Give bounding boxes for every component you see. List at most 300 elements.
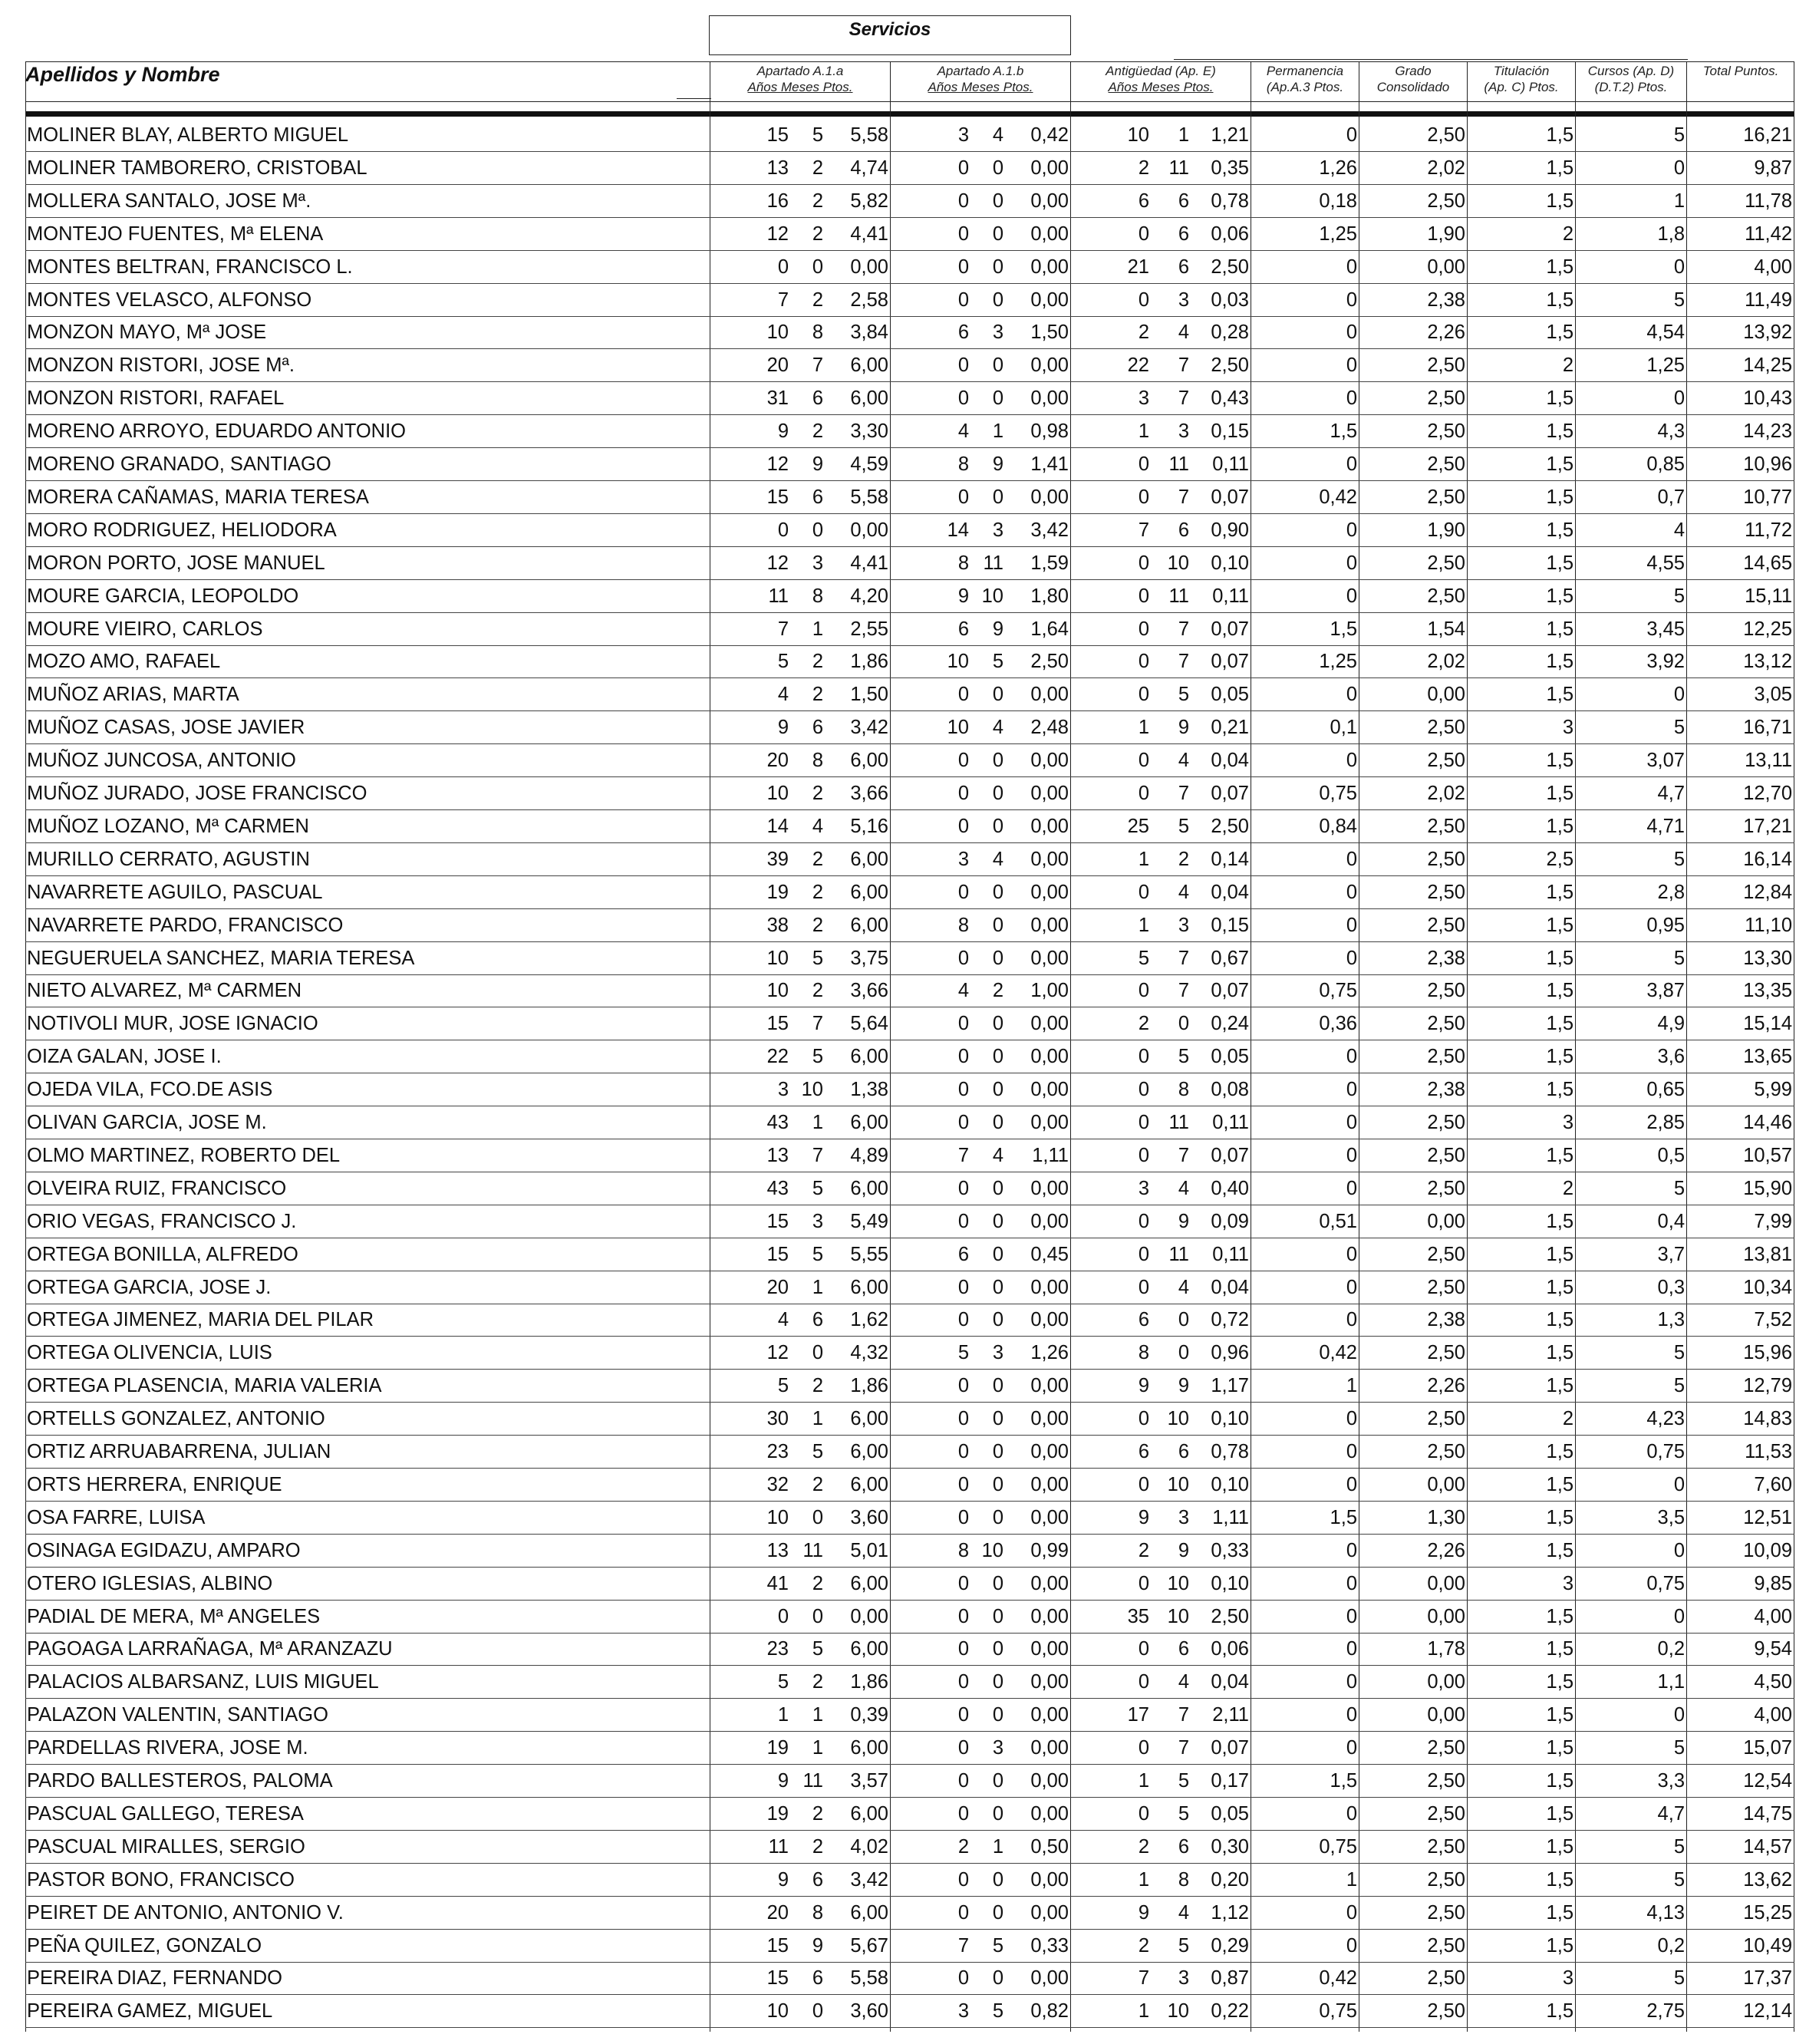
cell-apellidos-nombre: MONZON RISTORI, RAFAEL bbox=[27, 387, 285, 410]
cell-titulacion-ptos: 1,5 bbox=[1546, 618, 1574, 640]
cell-titulacion-ptos: 1,5 bbox=[1546, 1210, 1574, 1232]
cell-a1b-ptos: 0,00 bbox=[1030, 848, 1069, 870]
cell-apellidos-nombre: PALACIOS ALBARSANZ, LUIS MIGUEL bbox=[27, 1671, 379, 1693]
cell-cursos-ptos: 4,71 bbox=[1646, 815, 1685, 837]
cell-cursos-ptos: 3,07 bbox=[1646, 750, 1685, 772]
cell-antiguedad-anos: 0 bbox=[1138, 1408, 1149, 1430]
cell-antiguedad-meses: 9 bbox=[1178, 1210, 1189, 1232]
cell-cursos-ptos: 3,5 bbox=[1657, 1506, 1685, 1528]
cell-a1b-meses: 0 bbox=[992, 947, 1003, 969]
cell-apellidos-nombre: MORO RODRIGUEZ, HELIODORA bbox=[27, 519, 337, 541]
cell-antiguedad-anos: 10 bbox=[1127, 124, 1149, 146]
row-rule bbox=[25, 2027, 1794, 2028]
cell-a1a-anos: 13 bbox=[766, 1144, 789, 1166]
cell-a1a-anos: 15 bbox=[766, 1934, 789, 1957]
cell-a1a-meses: 5 bbox=[812, 1177, 823, 1199]
cell-apellidos-nombre: MORON PORTO, JOSE MANUEL bbox=[27, 552, 325, 574]
cell-antiguedad-meses: 7 bbox=[1178, 354, 1189, 377]
cell-grado-consolidado: 2,38 bbox=[1427, 1309, 1465, 1331]
cell-antiguedad-ptos: 2,50 bbox=[1211, 1605, 1249, 1627]
cell-antiguedad-meses: 4 bbox=[1178, 1901, 1189, 1924]
cell-total-puntos: 14,83 bbox=[1743, 1408, 1792, 1430]
cell-a1a-ptos: 3,66 bbox=[850, 980, 888, 1002]
cell-cursos-ptos: 0,85 bbox=[1646, 453, 1685, 475]
cell-cursos-ptos: 5 bbox=[1673, 288, 1685, 311]
cell-a1b-anos: 3 bbox=[957, 124, 969, 146]
cell-titulacion-ptos: 2 bbox=[1562, 1177, 1574, 1199]
cell-antiguedad-meses: 6 bbox=[1178, 519, 1189, 541]
cell-a1a-anos: 9 bbox=[777, 1868, 789, 1891]
table-row bbox=[0, 1370, 1819, 1403]
cell-a1a-meses: 1 bbox=[812, 618, 823, 640]
cell-antiguedad-ptos: 0,11 bbox=[1212, 453, 1249, 475]
cell-a1b-meses: 4 bbox=[992, 124, 1003, 146]
cell-total-puntos: 12,14 bbox=[1743, 2000, 1792, 2023]
cell-total-puntos: 9,54 bbox=[1754, 1638, 1792, 1660]
cell-grado-consolidado: 2,50 bbox=[1427, 750, 1465, 772]
cell-grado-consolidado: 2,50 bbox=[1427, 453, 1465, 475]
cell-a1b-anos: 0 bbox=[957, 783, 969, 804]
cell-a1a-meses: 2 bbox=[812, 420, 823, 443]
cell-grado-consolidado: 2,50 bbox=[1427, 1441, 1465, 1462]
cell-a1b-ptos: 0,00 bbox=[1030, 815, 1069, 837]
cell-permanencia-ptos: 0 bbox=[1346, 519, 1357, 541]
cell-antiguedad-meses: 7 bbox=[1178, 618, 1189, 640]
cell-grado-consolidado: 0,00 bbox=[1427, 1605, 1465, 1627]
table-row bbox=[0, 613, 1819, 646]
cell-total-puntos: 13,35 bbox=[1743, 980, 1792, 1002]
cell-total-puntos: 10,09 bbox=[1743, 1539, 1792, 1561]
cell-a1b-ptos: 0,00 bbox=[1030, 1901, 1069, 1924]
cell-apellidos-nombre: ORTIZ ARRUABARRENA, JULIAN bbox=[27, 1441, 331, 1462]
cell-cursos-ptos: 0,4 bbox=[1657, 1210, 1685, 1232]
cell-grado-consolidado: 2,50 bbox=[1427, 1177, 1465, 1199]
cell-a1b-ptos: 0,00 bbox=[1030, 1506, 1069, 1528]
cell-a1a-ptos: 4,32 bbox=[850, 1342, 888, 1364]
cell-antiguedad-anos: 0 bbox=[1138, 1473, 1149, 1495]
cell-cursos-ptos: 3,45 bbox=[1646, 618, 1685, 640]
header-permanencia-line1: Permanencia bbox=[1266, 64, 1344, 78]
cell-a1b-meses: 0 bbox=[992, 1605, 1003, 1627]
cell-grado-consolidado: 1,90 bbox=[1427, 519, 1465, 541]
cell-grado-consolidado: 2,26 bbox=[1427, 1539, 1465, 1561]
cell-a1b-anos: 8 bbox=[957, 914, 969, 936]
cell-a1a-meses: 2 bbox=[812, 848, 823, 870]
cell-permanencia-ptos: 0 bbox=[1346, 354, 1357, 377]
cell-grado-consolidado: 2,50 bbox=[1427, 1868, 1465, 1891]
cell-total-puntos: 14,57 bbox=[1743, 1835, 1792, 1858]
cell-titulacion-ptos: 1,5 bbox=[1546, 1375, 1574, 1397]
cell-permanencia-ptos: 0,36 bbox=[1319, 1013, 1357, 1035]
cell-antiguedad-meses: 7 bbox=[1178, 947, 1189, 969]
cell-total-puntos: 12,79 bbox=[1743, 1375, 1792, 1397]
table-row bbox=[0, 1436, 1819, 1469]
table-row bbox=[0, 1962, 1819, 1995]
cell-cursos-ptos: 0,5 bbox=[1657, 1144, 1685, 1166]
cell-a1a-anos: 0 bbox=[777, 519, 789, 541]
cell-antiguedad-ptos: 0,96 bbox=[1211, 1342, 1249, 1364]
cell-a1b-anos: 0 bbox=[957, 1868, 969, 1891]
cell-antiguedad-anos: 0 bbox=[1138, 1112, 1149, 1133]
cell-a1b-meses: 0 bbox=[992, 881, 1003, 903]
cell-a1b-anos: 0 bbox=[957, 1112, 969, 1133]
header-apartado-a1b-line1: Apartado A.1.b bbox=[937, 64, 1024, 78]
cell-titulacion-ptos: 2 bbox=[1562, 223, 1574, 245]
table-row bbox=[0, 547, 1819, 580]
table-row bbox=[0, 1535, 1819, 1568]
cell-a1b-anos: 0 bbox=[957, 815, 969, 837]
cell-a1b-meses: 0 bbox=[992, 223, 1003, 245]
table-row bbox=[0, 1502, 1819, 1535]
cell-a1a-anos: 5 bbox=[777, 1671, 789, 1693]
cell-total-puntos: 9,87 bbox=[1754, 157, 1792, 179]
cell-a1b-anos: 4 bbox=[957, 980, 969, 1002]
cell-grado-consolidado: 2,50 bbox=[1427, 914, 1465, 936]
cell-antiguedad-anos: 17 bbox=[1127, 1704, 1149, 1726]
cell-cursos-ptos: 0 bbox=[1673, 1473, 1685, 1495]
cell-grado-consolidado: 2,38 bbox=[1427, 947, 1465, 969]
table-row bbox=[0, 1469, 1819, 1502]
cell-a1a-anos: 20 bbox=[766, 354, 789, 377]
cell-permanencia-ptos: 0 bbox=[1346, 848, 1357, 870]
cell-apellidos-nombre: PASCUAL GALLEGO, TERESA bbox=[27, 1802, 304, 1825]
table-row bbox=[0, 876, 1819, 909]
cell-grado-consolidado: 1,90 bbox=[1427, 223, 1465, 245]
cell-antiguedad-anos: 5 bbox=[1138, 947, 1149, 969]
cell-antiguedad-meses: 1 bbox=[1178, 124, 1189, 146]
cell-a1a-anos: 5 bbox=[777, 1375, 789, 1397]
cell-permanencia-ptos: 0 bbox=[1346, 1802, 1357, 1825]
cell-antiguedad-ptos: 0,24 bbox=[1211, 1013, 1249, 1035]
cell-a1a-ptos: 0,00 bbox=[850, 519, 888, 541]
cell-apellidos-nombre: PEÑA QUILEZ, GONZALO bbox=[27, 1934, 262, 1957]
cell-grado-consolidado: 0,00 bbox=[1427, 684, 1465, 706]
cell-a1a-ptos: 0,39 bbox=[850, 1704, 888, 1726]
cell-titulacion-ptos: 1,5 bbox=[1546, 980, 1574, 1002]
cell-antiguedad-ptos: 0,11 bbox=[1212, 585, 1249, 607]
cell-titulacion-ptos: 1,5 bbox=[1546, 1934, 1574, 1957]
servicios-group-header bbox=[709, 15, 1071, 55]
table-row bbox=[0, 580, 1819, 613]
cell-a1b-meses: 0 bbox=[992, 1638, 1003, 1660]
cell-a1b-anos: 0 bbox=[957, 1177, 969, 1199]
cell-antiguedad-meses: 6 bbox=[1178, 1835, 1189, 1858]
cell-a1b-anos: 6 bbox=[957, 321, 969, 344]
cell-antiguedad-meses: 11 bbox=[1168, 1243, 1189, 1265]
cell-antiguedad-meses: 0 bbox=[1178, 1309, 1189, 1331]
cell-a1a-anos: 39 bbox=[766, 848, 789, 870]
cell-antiguedad-meses: 3 bbox=[1178, 288, 1189, 311]
cell-a1b-meses: 9 bbox=[992, 618, 1003, 640]
cell-total-puntos: 14,23 bbox=[1743, 420, 1792, 443]
cell-a1b-ptos: 0,00 bbox=[1030, 256, 1069, 278]
cell-a1a-meses: 6 bbox=[812, 717, 823, 739]
cell-a1a-ptos: 4,20 bbox=[850, 585, 888, 607]
table-row bbox=[0, 1205, 1819, 1238]
cell-permanencia-ptos: 0 bbox=[1346, 947, 1357, 969]
cell-grado-consolidado: 2,02 bbox=[1427, 157, 1465, 179]
cell-grado-consolidado: 2,26 bbox=[1427, 1375, 1465, 1397]
cell-a1b-meses: 4 bbox=[992, 1144, 1003, 1166]
cell-antiguedad-ptos: 0,09 bbox=[1211, 1210, 1249, 1232]
cell-titulacion-ptos: 1,5 bbox=[1546, 157, 1574, 179]
table-row bbox=[0, 1271, 1819, 1304]
cell-antiguedad-ptos: 2,50 bbox=[1211, 256, 1249, 278]
cell-cursos-ptos: 0 bbox=[1673, 1539, 1685, 1561]
cell-a1b-ptos: 2,50 bbox=[1030, 651, 1069, 673]
cell-total-puntos: 14,65 bbox=[1743, 552, 1792, 574]
cell-a1a-ptos: 5,58 bbox=[850, 1967, 888, 1990]
cell-antiguedad-ptos: 0,21 bbox=[1211, 717, 1249, 739]
cell-total-puntos: 4,00 bbox=[1754, 1704, 1792, 1726]
cell-grado-consolidado: 1,30 bbox=[1427, 1506, 1465, 1528]
table-row bbox=[0, 1040, 1819, 1073]
table-row bbox=[0, 1633, 1819, 1666]
cell-antiguedad-anos: 0 bbox=[1138, 750, 1149, 772]
cell-a1b-meses: 3 bbox=[992, 321, 1003, 344]
table-row bbox=[0, 1106, 1819, 1139]
cell-a1b-meses: 0 bbox=[992, 1868, 1003, 1891]
cell-total-puntos: 15,25 bbox=[1743, 1901, 1792, 1924]
cell-total-puntos: 12,54 bbox=[1743, 1770, 1792, 1792]
cell-antiguedad-anos: 2 bbox=[1138, 1013, 1149, 1035]
cell-antiguedad-meses: 8 bbox=[1178, 1079, 1189, 1101]
cell-permanencia-ptos: 0 bbox=[1346, 881, 1357, 903]
cell-permanencia-ptos: 0,42 bbox=[1319, 1967, 1357, 1990]
cell-a1b-anos: 0 bbox=[957, 1375, 969, 1397]
cell-a1b-anos: 0 bbox=[957, 1013, 969, 1035]
cell-a1b-ptos: 0,00 bbox=[1030, 1177, 1069, 1199]
cell-a1a-meses: 2 bbox=[812, 914, 823, 936]
cell-a1a-ptos: 6,00 bbox=[850, 750, 888, 772]
cell-a1a-meses: 9 bbox=[812, 1934, 823, 1957]
cell-a1a-anos: 10 bbox=[766, 947, 789, 969]
cell-antiguedad-meses: 11 bbox=[1168, 157, 1189, 179]
cell-antiguedad-meses: 11 bbox=[1168, 1112, 1189, 1133]
cell-a1a-meses: 0 bbox=[812, 2000, 823, 2023]
cell-grado-consolidado: 2,02 bbox=[1427, 783, 1465, 804]
cell-antiguedad-anos: 0 bbox=[1138, 1079, 1149, 1101]
cell-a1a-ptos: 5,55 bbox=[850, 1243, 888, 1265]
cell-a1b-ptos: 0,00 bbox=[1030, 750, 1069, 772]
cell-antiguedad-meses: 5 bbox=[1178, 684, 1189, 706]
cell-a1b-anos: 0 bbox=[957, 486, 969, 508]
table-row bbox=[0, 1798, 1819, 1831]
cell-cursos-ptos: 0 bbox=[1673, 256, 1685, 278]
cell-a1b-meses: 5 bbox=[992, 651, 1003, 673]
cell-a1b-anos: 6 bbox=[957, 1243, 969, 1265]
cell-total-puntos: 15,11 bbox=[1745, 585, 1792, 607]
cell-a1a-anos: 20 bbox=[766, 1901, 789, 1924]
cell-antiguedad-anos: 0 bbox=[1138, 1671, 1149, 1693]
cell-apellidos-nombre: MUÑOZ LOZANO, Mª CARMEN bbox=[27, 815, 309, 837]
cell-grado-consolidado: 2,50 bbox=[1427, 815, 1465, 837]
cell-cursos-ptos: 1,1 bbox=[1657, 1671, 1685, 1693]
cell-antiguedad-ptos: 0,72 bbox=[1211, 1309, 1249, 1331]
cell-apellidos-nombre: ORTEGA OLIVENCIA, LUIS bbox=[27, 1342, 272, 1364]
cell-titulacion-ptos: 2,5 bbox=[1546, 848, 1574, 870]
cell-a1a-ptos: 6,00 bbox=[850, 1638, 888, 1660]
cell-a1b-meses: 0 bbox=[992, 288, 1003, 311]
cell-apellidos-nombre: MOURE GARCIA, LEOPOLDO bbox=[27, 585, 299, 607]
cell-titulacion-ptos: 1,5 bbox=[1546, 651, 1574, 673]
cell-a1b-anos: 10 bbox=[947, 651, 969, 673]
cell-antiguedad-anos: 0 bbox=[1138, 453, 1149, 475]
cell-a1b-anos: 6 bbox=[957, 618, 969, 640]
cell-antiguedad-ptos: 0,28 bbox=[1211, 321, 1249, 344]
cell-titulacion-ptos: 1,5 bbox=[1546, 1276, 1574, 1298]
cell-total-puntos: 11,53 bbox=[1745, 1441, 1792, 1462]
cell-apellidos-nombre: ORTELLS GONZALEZ, ANTONIO bbox=[27, 1408, 325, 1430]
cell-apellidos-nombre: PASCUAL MIRALLES, SERGIO bbox=[27, 1835, 305, 1858]
cell-a1b-meses: 10 bbox=[981, 585, 1003, 607]
cell-a1b-ptos: 0,00 bbox=[1030, 1473, 1069, 1495]
cell-a1b-anos: 9 bbox=[957, 585, 969, 607]
cell-cursos-ptos: 4,13 bbox=[1646, 1901, 1685, 1924]
cell-total-puntos: 4,50 bbox=[1754, 1671, 1792, 1693]
cell-a1a-meses: 6 bbox=[812, 1967, 823, 1990]
cell-antiguedad-anos: 35 bbox=[1127, 1605, 1149, 1627]
cell-a1a-anos: 10 bbox=[766, 2000, 789, 2023]
cell-a1a-anos: 20 bbox=[766, 750, 789, 772]
cell-a1b-meses: 0 bbox=[992, 1243, 1003, 1265]
cell-titulacion-ptos: 1,5 bbox=[1546, 1638, 1574, 1660]
cell-antiguedad-ptos: 0,33 bbox=[1211, 1539, 1249, 1561]
cell-apellidos-nombre: PAGOAGA LARRAÑAGA, Mª ARANZAZU bbox=[27, 1638, 393, 1660]
cell-antiguedad-anos: 21 bbox=[1127, 256, 1149, 278]
cell-permanencia-ptos: 0 bbox=[1346, 1309, 1357, 1331]
cell-a1b-ptos: 0,00 bbox=[1030, 190, 1069, 212]
cell-apellidos-nombre: MORENO ARROYO, EDUARDO ANTONIO bbox=[27, 420, 407, 443]
cell-apellidos-nombre: PARDO BALLESTEROS, PALOMA bbox=[27, 1770, 333, 1792]
cell-a1a-meses: 2 bbox=[812, 1375, 823, 1397]
cell-a1a-anos: 13 bbox=[766, 157, 789, 179]
cell-antiguedad-anos: 9 bbox=[1138, 1375, 1149, 1397]
cell-permanencia-ptos: 0 bbox=[1346, 1901, 1357, 1924]
cell-permanencia-ptos: 0 bbox=[1346, 1046, 1357, 1068]
header-titulacion-line2: (Ap. C) Ptos. bbox=[1484, 80, 1559, 94]
cell-total-puntos: 7,99 bbox=[1754, 1210, 1792, 1232]
cell-a1b-anos: 0 bbox=[957, 1309, 969, 1331]
cell-a1b-ptos: 0,42 bbox=[1030, 124, 1069, 146]
cell-a1a-meses: 0 bbox=[812, 1506, 823, 1528]
cell-permanencia-ptos: 1,5 bbox=[1330, 420, 1357, 443]
cell-antiguedad-ptos: 0,30 bbox=[1211, 1835, 1249, 1858]
cell-apellidos-nombre: ORTEGA GARCIA, JOSE J. bbox=[27, 1276, 272, 1298]
cell-permanencia-ptos: 0 bbox=[1346, 1704, 1357, 1726]
cell-a1b-anos: 0 bbox=[957, 256, 969, 278]
cell-a1a-ptos: 6,00 bbox=[850, 1276, 888, 1298]
cell-grado-consolidado: 2,50 bbox=[1427, 1802, 1465, 1825]
cell-antiguedad-anos: 0 bbox=[1138, 618, 1149, 640]
table-row bbox=[0, 1601, 1819, 1634]
cell-a1b-meses: 2 bbox=[992, 980, 1003, 1002]
cell-a1a-meses: 11 bbox=[802, 1539, 823, 1561]
cell-antiguedad-meses: 4 bbox=[1178, 1276, 1189, 1298]
cell-a1a-anos: 41 bbox=[766, 1572, 789, 1594]
cell-grado-consolidado: 0,00 bbox=[1427, 1671, 1465, 1693]
cell-a1a-meses: 5 bbox=[812, 1046, 823, 1068]
cell-apellidos-nombre: MONTES BELTRAN, FRANCISCO L. bbox=[27, 256, 353, 278]
cell-a1a-meses: 5 bbox=[812, 947, 823, 969]
cell-antiguedad-ptos: 0,08 bbox=[1211, 1079, 1249, 1101]
cell-a1a-meses: 0 bbox=[812, 519, 823, 541]
cell-a1a-anos: 10 bbox=[766, 1506, 789, 1528]
cell-antiguedad-anos: 0 bbox=[1138, 1243, 1149, 1265]
cell-titulacion-ptos: 1,5 bbox=[1546, 288, 1574, 311]
cell-total-puntos: 11,72 bbox=[1745, 519, 1792, 541]
cell-permanencia-ptos: 1,5 bbox=[1330, 618, 1357, 640]
cell-permanencia-ptos: 0 bbox=[1346, 1671, 1357, 1693]
cell-a1b-anos: 2 bbox=[957, 1835, 969, 1858]
cell-antiguedad-ptos: 0,29 bbox=[1211, 1934, 1249, 1957]
cell-a1a-meses: 8 bbox=[812, 1901, 823, 1924]
cell-a1a-ptos: 6,00 bbox=[850, 1802, 888, 1825]
cell-a1a-ptos: 6,00 bbox=[850, 1046, 888, 1068]
cell-a1a-meses: 9 bbox=[812, 453, 823, 475]
cell-titulacion-ptos: 1,5 bbox=[1546, 124, 1574, 146]
cell-antiguedad-ptos: 0,43 bbox=[1211, 387, 1249, 410]
cell-apellidos-nombre: MOLLERA SANTALO, JOSE Mª. bbox=[27, 190, 311, 212]
cell-antiguedad-ptos: 0,67 bbox=[1211, 947, 1249, 969]
table-row bbox=[0, 1337, 1819, 1370]
cell-titulacion-ptos: 2 bbox=[1562, 354, 1574, 377]
cell-a1a-meses: 8 bbox=[812, 585, 823, 607]
table-row bbox=[0, 1139, 1819, 1172]
cell-a1a-anos: 22 bbox=[766, 1046, 789, 1068]
cell-a1a-anos: 30 bbox=[766, 1408, 789, 1430]
cell-a1b-ptos: 0,00 bbox=[1030, 1737, 1069, 1759]
cell-a1b-anos: 0 bbox=[957, 1737, 969, 1759]
cell-a1a-anos: 15 bbox=[766, 124, 789, 146]
cell-a1b-anos: 0 bbox=[957, 1901, 969, 1924]
cell-a1b-ptos: 0,00 bbox=[1030, 1605, 1069, 1627]
cell-grado-consolidado: 2,50 bbox=[1427, 1112, 1465, 1133]
cell-titulacion-ptos: 1,5 bbox=[1546, 881, 1574, 903]
cell-apellidos-nombre: PADIAL DE MERA, Mª ANGELES bbox=[27, 1605, 321, 1627]
cell-a1b-meses: 0 bbox=[992, 1408, 1003, 1430]
cell-a1b-meses: 3 bbox=[992, 519, 1003, 541]
cell-cursos-ptos: 5 bbox=[1673, 1835, 1685, 1858]
cell-antiguedad-anos: 2 bbox=[1138, 1835, 1149, 1858]
cell-apellidos-nombre: OLIVAN GARCIA, JOSE M. bbox=[27, 1112, 267, 1133]
cell-titulacion-ptos: 1,5 bbox=[1546, 783, 1574, 804]
cell-titulacion-ptos: 1,5 bbox=[1546, 519, 1574, 541]
cell-permanencia-ptos: 0 bbox=[1346, 1408, 1357, 1430]
cell-cursos-ptos: 3,87 bbox=[1646, 980, 1685, 1002]
cell-total-puntos: 16,71 bbox=[1743, 717, 1792, 739]
cell-a1a-ptos: 3,66 bbox=[850, 783, 888, 804]
cell-a1b-ptos: 0,00 bbox=[1030, 1967, 1069, 1990]
cell-a1b-ptos: 0,00 bbox=[1030, 881, 1069, 903]
header-titulacion-line1: Titulación bbox=[1493, 64, 1550, 78]
cell-permanencia-ptos: 0 bbox=[1346, 1144, 1357, 1166]
cell-antiguedad-meses: 5 bbox=[1178, 1934, 1189, 1957]
cell-antiguedad-meses: 3 bbox=[1178, 1506, 1189, 1528]
cell-cursos-ptos: 0 bbox=[1673, 157, 1685, 179]
cell-a1b-anos: 0 bbox=[957, 1210, 969, 1232]
cell-a1b-ptos: 0,00 bbox=[1030, 914, 1069, 936]
header-cursos bbox=[1576, 63, 1686, 95]
cell-antiguedad-ptos: 0,06 bbox=[1211, 1638, 1249, 1660]
cell-a1b-anos: 0 bbox=[957, 947, 969, 969]
cell-titulacion-ptos: 1,5 bbox=[1546, 453, 1574, 475]
cell-antiguedad-anos: 0 bbox=[1138, 980, 1149, 1002]
cell-a1a-ptos: 6,00 bbox=[850, 1572, 888, 1594]
cell-permanencia-ptos: 0,51 bbox=[1319, 1210, 1357, 1232]
cell-a1b-meses: 0 bbox=[992, 1967, 1003, 1990]
cell-a1a-ptos: 1,86 bbox=[850, 1671, 888, 1693]
